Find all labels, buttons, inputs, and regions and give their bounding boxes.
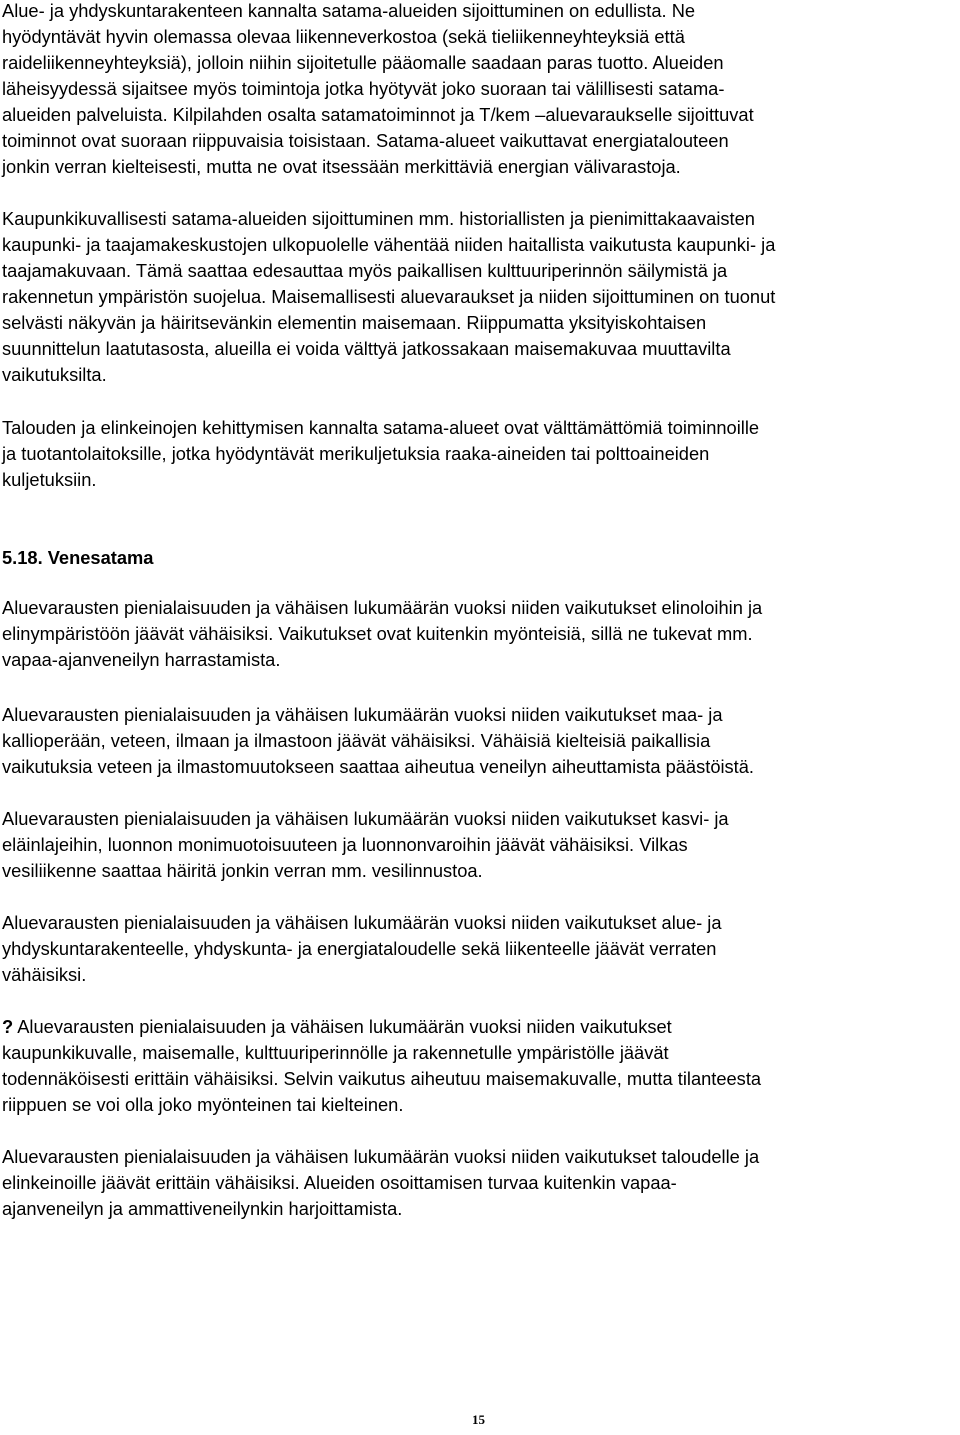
paragraph-kaupunkikuva-maisema	[2, 1014, 952, 1118]
text-line: ajanveneilyn ja ammattiveneilynkin harjoittamista.	[2, 1198, 403, 1219]
paragraph-satama-yhdyskunta	[2, 0, 952, 180]
text-line: Alue- ja yhdyskuntarakenteen kannalta satama-alueiden sijoittuminen on edullista. Ne	[2, 0, 696, 21]
text-line: vähäisiksi.	[2, 964, 87, 985]
text-line: taajamakuvaan. Tämä saattaa edesauttaa myös paikallisen kulttuuriperinnön säilymistä ja	[2, 260, 728, 281]
text-line: läheisyydessä sijaitsee myös toimintoja jotka hyötyvät joko suoraan tai välillisesti satama-	[2, 78, 725, 99]
text-line: Aluevarausten pienialaisuuden ja vähäisen lukumäärän vuoksi niiden vaikutukset kasvi- ja	[2, 808, 729, 829]
text-line: selvästi näkyvän ja häiritsevänkin elementin maisemaan. Riippumatta yksityiskohtaisen	[2, 312, 707, 333]
text-line: Aluevarausten pienialaisuuden ja vähäisen lukumäärän vuoksi niiden vaikutukset maa- ja	[2, 704, 723, 725]
text-line: elinkeinoille jäävät erittäin vähäisiksi. Alueiden osoittamisen turvaa kuitenkin vapaa-	[2, 1172, 677, 1193]
text-line: vaikutuksilta.	[2, 364, 107, 385]
text-line: jonkin verran kielteisesti, mutta ne ovat itsessään merkittäviä energian välivarastoja.	[2, 156, 681, 177]
page-number: 15	[472, 1412, 485, 1427]
text-line: Aluevarausten pienialaisuuden ja vähäisen lukumäärän vuoksi niiden vaikutukset alue- ja	[2, 912, 722, 933]
text-line: Aluevarausten pienialaisuuden ja vähäisen lukumäärän vuoksi niiden vaikutukset taloudelle ja	[2, 1146, 760, 1167]
text-line: vesiliikenne saattaa häiritä jonkin verran mm. vesilinnustoa.	[2, 860, 483, 881]
text-line: ja tuotantolaitoksille, jotka hyödyntävät merikuljetuksia raaka-aineiden tai polttoaineiden	[2, 443, 710, 464]
text-line: Talouden ja elinkeinojen kehittymisen kannalta satama-alueet ovat välttämättömiä toiminnoille	[2, 417, 760, 438]
text-line: toiminnot ovat suoraan riippuvaisia toisistaan. Satama-alueet vaikuttavat energiatalouteen	[2, 130, 729, 151]
text-line: kuljetuksiin.	[2, 469, 97, 490]
text-line: rakennetun ympäristön suojelua. Maisemallisesti aluevaraukset ja niiden sijoittuminen on tuonut	[2, 286, 776, 307]
text-line: vapaa-ajanveneilyn harrastamista.	[2, 649, 281, 670]
text-line: Aluevarausten pienialaisuuden ja vähäisen lukumäärän vuoksi niiden vaikutukset elinoloihin ja	[2, 597, 763, 618]
text-line-rest: Aluevarausten pienialaisuuden ja vähäisen lukumäärän vuoksi niiden vaikutukset	[13, 1016, 672, 1037]
paragraph-elinolot	[2, 595, 952, 673]
text-line: Kaupunkikuvallisesti satama-alueiden sijoittuminen mm. historiallisten ja pienimittakaavaisten	[2, 208, 755, 229]
text-line	[2, 1014, 952, 1040]
bullet-marker: ?	[2, 1016, 14, 1037]
text-line: raideliikenneyhteyksiä), jolloin niihin sijoitetulle pääomalle saadaan paras tuotto. Alueiden	[2, 52, 724, 73]
text-line: vaikutuksia veteen ja ilmastomuutokseen saattaa aiheutua veneilyn aiheuttamista päästöistä.	[2, 756, 755, 777]
paragraph-yhdyskuntarakenne	[2, 910, 952, 988]
paragraph-talous	[2, 1144, 952, 1222]
text-line: kaupunkikuvalle, maisemalle, kulttuuriperinnölle ja rakennetulle ympäristölle jäävät	[2, 1042, 669, 1063]
paragraph-talous-elinkeinot	[2, 415, 952, 493]
text-line: suunnittelun laatutasosta, alueilla ei voida välttyä jatkossakaan maisemakuvaa muuttavilta	[2, 338, 731, 359]
text-line: alueiden palveluista. Kilpilahden osalta satamatoiminnot ja T/kem –aluevaraukselle sijoittuvat	[2, 104, 754, 125]
text-line: kaupunki- ja taajamakeskustojen ulkopuolelle vähentää niiden haitallista vaikutusta kaupunki- ja	[2, 234, 776, 255]
text-line: hyödyntävät hyvin olemassa olevaa liikenneverkostoa (sekä tieliikenneyhteyksiä että	[2, 26, 685, 47]
paragraph-maa-kallioperä	[2, 702, 952, 780]
text-line: yhdyskuntarakenteelle, yhdyskunta- ja energiataloudelle sekä liikenteelle jäävät verraten	[2, 938, 717, 959]
text-line: eläinlajeihin, luonnon monimuotoisuuteen ja luonnonvaroihin jäävät vähäisiksi. Vilkas	[2, 834, 688, 855]
paragraph-kaupunkikuva	[2, 206, 952, 388]
section-heading: 5.18. Venesatama	[2, 547, 154, 568]
text-line: riippuen se voi olla joko myönteinen tai kielteinen.	[2, 1094, 404, 1115]
paragraph-kasvi-eläinlajit	[2, 806, 952, 884]
text-line: elinympäristöön jäävät vähäisiksi. Vaikutukset ovat kuitenkin myönteisiä, sillä ne tukevat mm.	[2, 623, 753, 644]
text-line: todennäköisesti erittäin vähäisiksi. Selvin vaikutus aiheutuu maisemakuvalle, mutta tilanteesta	[2, 1068, 762, 1089]
text-line: kallioperään, veteen, ilmaan ja ilmastoon jäävät vähäisiksi. Vähäisiä kielteisiä paikallisia	[2, 730, 711, 751]
